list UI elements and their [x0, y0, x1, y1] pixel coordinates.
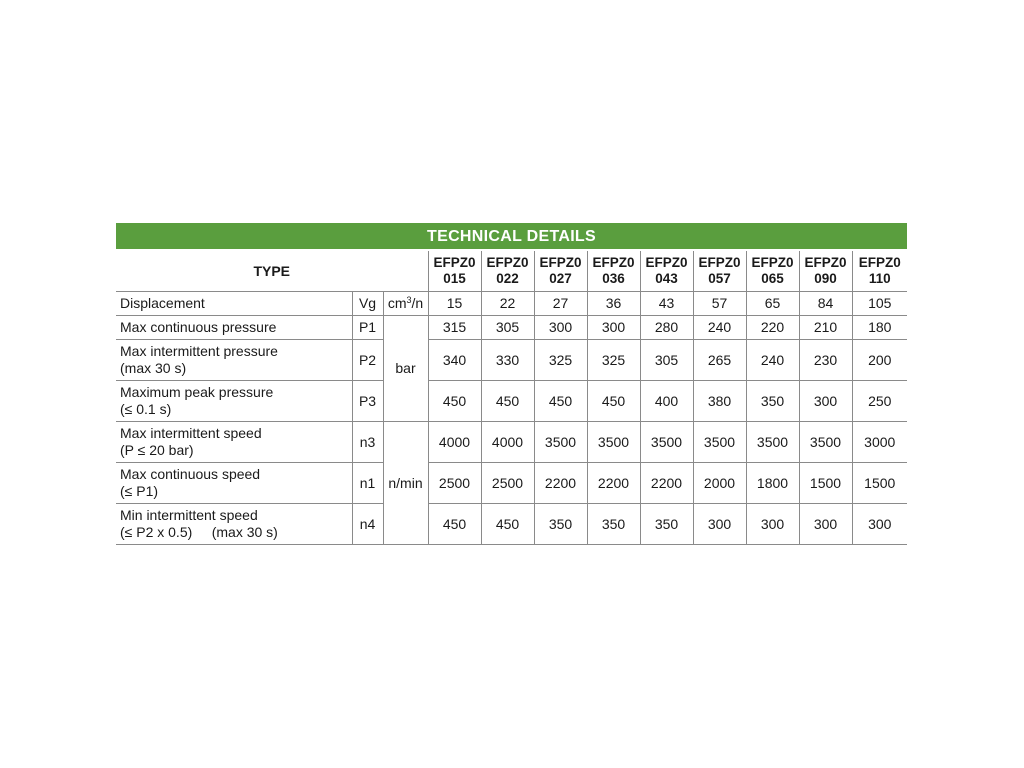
model-series: EFPZ0 [433, 255, 476, 270]
model-size: 057 [708, 271, 731, 286]
value-cell: 300 [693, 504, 746, 545]
model-size: 043 [655, 271, 678, 286]
model-header [534, 250, 587, 292]
value-cell: 350 [587, 504, 640, 545]
value-cell: 105 [852, 292, 907, 316]
model-header [852, 250, 907, 292]
value-cell: 240 [693, 316, 746, 340]
value-cell: 265 [693, 340, 746, 381]
row-label: Max continuous speed (≤ P1) [116, 463, 352, 504]
model-series: EFPZ0 [698, 255, 741, 270]
model-series: EFPZ0 [804, 255, 847, 270]
value-cell: 300 [799, 381, 852, 422]
value-cell: 450 [481, 504, 534, 545]
value-cell: 380 [693, 381, 746, 422]
model-header [587, 250, 640, 292]
value-cell: 180 [852, 316, 907, 340]
table-header-row [116, 250, 907, 292]
value-cell: 315 [428, 316, 481, 340]
model-header [693, 250, 746, 292]
pressure-unit: bar [383, 316, 428, 422]
value-cell: 325 [534, 340, 587, 381]
value-cell: 300 [534, 316, 587, 340]
value-cell: 350 [746, 381, 799, 422]
value-cell: 450 [587, 381, 640, 422]
value-cell: 43 [640, 292, 693, 316]
row-symbol: n3 [352, 422, 383, 463]
displacement-unit: $cm^3/n$ [383, 292, 428, 316]
table-row-max-intermittent-speed [116, 422, 907, 463]
value-cell: 325 [587, 340, 640, 381]
value-cell: 1500 [799, 463, 852, 504]
value-cell: 4000 [481, 422, 534, 463]
value-cell: 240 [746, 340, 799, 381]
value-cell: 400 [640, 381, 693, 422]
value-cell: 1500 [852, 463, 907, 504]
row-symbol: P2 [352, 340, 383, 381]
value-cell: 3500 [799, 422, 852, 463]
value-cell: 2500 [481, 463, 534, 504]
value-cell: 300 [587, 316, 640, 340]
model-size: 110 [868, 271, 891, 286]
model-size: 090 [814, 271, 837, 286]
value-cell: 350 [640, 504, 693, 545]
value-cell: 200 [852, 340, 907, 381]
table-row-displacement [116, 292, 907, 316]
model-header [428, 250, 481, 292]
table-row-maximum-peak-pressure [116, 381, 907, 422]
value-cell: 1800 [746, 463, 799, 504]
model-size: 022 [496, 271, 519, 286]
model-size: 065 [761, 271, 784, 286]
model-size: 036 [602, 271, 625, 286]
model-series: EFPZ0 [592, 255, 635, 270]
row-symbol: Vg [352, 292, 383, 316]
value-cell: 2500 [428, 463, 481, 504]
value-cell: 450 [534, 381, 587, 422]
value-cell: 305 [481, 316, 534, 340]
row-symbol: n4 [352, 504, 383, 545]
row-label: Displacement [116, 292, 352, 316]
model-size: 027 [549, 271, 572, 286]
value-cell: 2200 [534, 463, 587, 504]
model-header [640, 250, 693, 292]
value-cell: 220 [746, 316, 799, 340]
model-header [481, 250, 534, 292]
value-cell: 230 [799, 340, 852, 381]
value-cell: 3500 [534, 422, 587, 463]
value-cell: 22 [481, 292, 534, 316]
value-cell: 250 [852, 381, 907, 422]
table-row-max-continuous-speed [116, 463, 907, 504]
value-cell: 450 [428, 381, 481, 422]
value-cell: 300 [799, 504, 852, 545]
value-cell: 27 [534, 292, 587, 316]
model-series: EFPZ0 [751, 255, 794, 270]
value-cell: 15 [428, 292, 481, 316]
value-cell: 350 [534, 504, 587, 545]
model-series: EFPZ0 [858, 255, 901, 270]
value-cell: 57 [693, 292, 746, 316]
model-header [746, 250, 799, 292]
value-cell: 340 [428, 340, 481, 381]
value-cell: 450 [428, 504, 481, 545]
row-symbol: P3 [352, 381, 383, 422]
row-label: Max intermittent pressure (max 30 s) [116, 340, 352, 381]
type-header: TYPE [116, 250, 428, 292]
model-header [799, 250, 852, 292]
value-cell: 450 [481, 381, 534, 422]
model-size: 015 [443, 271, 466, 286]
value-cell: 2200 [640, 463, 693, 504]
value-cell: 36 [587, 292, 640, 316]
row-label: Min intermittent speed (≤ P2 x 0.5) (max 30 s) [116, 504, 352, 545]
speed-unit: n/min [383, 422, 428, 545]
table-row-max-intermittent-pressure [116, 340, 907, 381]
value-cell: 280 [640, 316, 693, 340]
value-cell: 65 [746, 292, 799, 316]
value-cell: 305 [640, 340, 693, 381]
value-cell: 330 [481, 340, 534, 381]
value-cell: 3500 [693, 422, 746, 463]
row-label: Max intermittent speed (P ≤ 20 bar) [116, 422, 352, 463]
model-series: EFPZ0 [539, 255, 582, 270]
value-cell: 3000 [852, 422, 907, 463]
value-cell: 84 [799, 292, 852, 316]
row-symbol: P1 [352, 316, 383, 340]
value-cell: 300 [746, 504, 799, 545]
model-series: EFPZ0 [645, 255, 688, 270]
table-row-max-continuous-pressure [116, 316, 907, 340]
value-cell: 2200 [587, 463, 640, 504]
model-series: EFPZ0 [486, 255, 529, 270]
technical-details-table [116, 223, 907, 545]
value-cell: 2000 [693, 463, 746, 504]
value-cell: 3500 [587, 422, 640, 463]
value-cell: 4000 [428, 422, 481, 463]
table-title: TECHNICAL DETAILS [116, 223, 907, 250]
value-cell: 300 [852, 504, 907, 545]
value-cell: 3500 [746, 422, 799, 463]
value-cell: 3500 [640, 422, 693, 463]
value-cell: 210 [799, 316, 852, 340]
row-label: Maximum peak pressure (≤ 0.1 s) [116, 381, 352, 422]
row-symbol: n1 [352, 463, 383, 504]
row-label: Max continuous pressure [116, 316, 352, 340]
table-row-min-intermittent-speed [116, 504, 907, 545]
